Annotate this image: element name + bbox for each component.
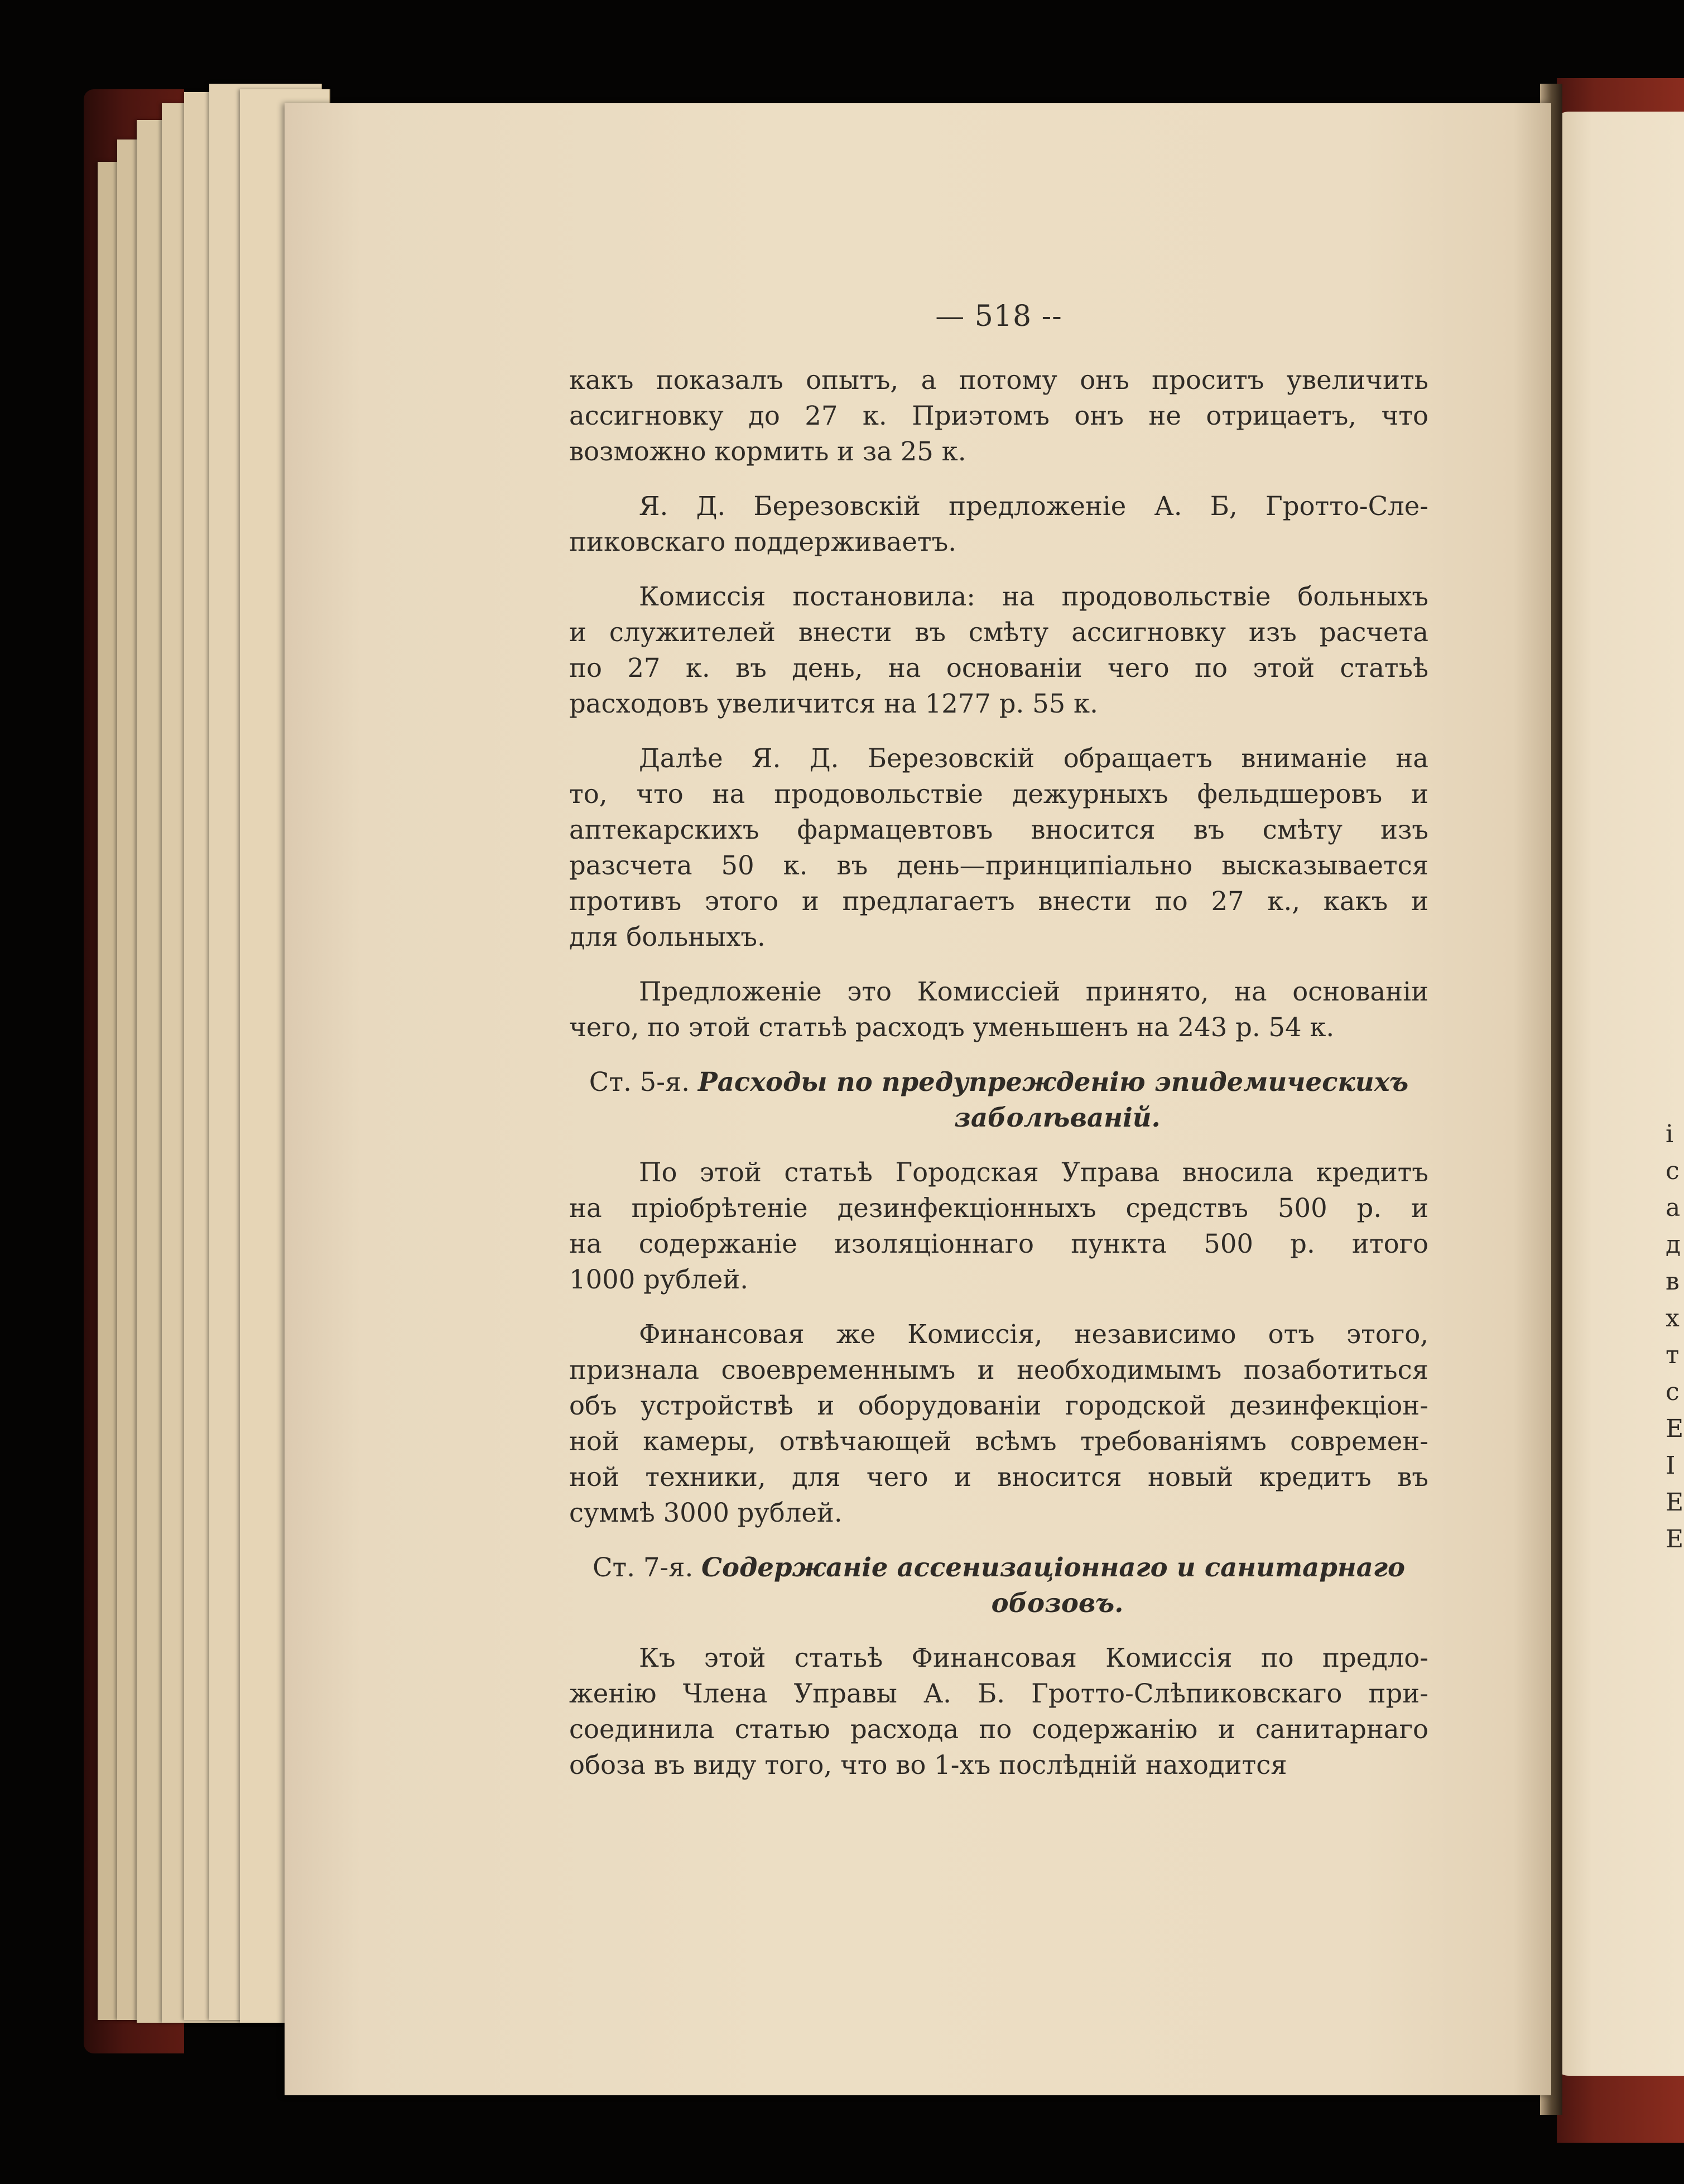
text-line: аптекарскихъ фармацевтовъ вносится въ смѣту изъ: [569, 815, 1428, 845]
paragraph: [569, 1154, 1428, 1297]
text-line: пиковскаго поддерживаетъ.: [569, 527, 957, 557]
text-line: суммѣ 3000 рублей.: [569, 1498, 843, 1528]
paragraph-group: [569, 1154, 1428, 1531]
facing-page-letter: д: [1666, 1230, 1681, 1259]
facing-page-letter: І: [1666, 1451, 1676, 1480]
facing-page-letter: т: [1666, 1341, 1680, 1369]
facing-page-letter: а: [1666, 1194, 1681, 1222]
facing-page-letter: Е: [1666, 1415, 1684, 1443]
text-line: Предложеніе это Комиссіей принято, на основаніи: [639, 976, 1428, 1007]
text-line: на содержаніе изоляціоннаго пункта 500 р. итого: [569, 1229, 1428, 1259]
paragraph: [569, 1316, 1428, 1531]
text-line: признала своевременнымъ и необходимымъ позаботиться: [569, 1355, 1428, 1385]
facing-page-letter: с: [1666, 1157, 1680, 1185]
facing-page: [1552, 112, 1684, 2076]
facing-page-letter: х: [1666, 1304, 1680, 1332]
text-line: Къ этой статьѣ Финансовая Комиссія по предло-: [639, 1643, 1428, 1673]
text-line: то, что на продовольствіе дежурныхъ фельдшеровъ и: [569, 779, 1428, 809]
text-line: расходовъ увеличится на 1277 р. 55 к.: [569, 689, 1098, 719]
text-line: По этой статьѣ Городская Управа вносила кредитъ: [639, 1157, 1428, 1187]
text-line: Финансовая же Комиссія, независимо отъ этого,: [639, 1319, 1428, 1349]
text-line: Далѣе Я. Д. Березовскій обращаетъ вниманіе на: [639, 743, 1428, 773]
facing-page-text-fragments: [1666, 1116, 1684, 1786]
text-line: Комиссія постановила: на продовольствіе больныхъ: [639, 581, 1428, 612]
text-line: разсчета 50 к. въ день—принципіально высказывается: [569, 850, 1428, 881]
text-line: ассигновку до 27 к. Приэтомъ онъ не отрицаетъ, что: [569, 401, 1428, 431]
facing-page-letter: с: [1666, 1378, 1680, 1406]
section-title: Содержаніе ассенизаціоннаго и санитарнаго: [701, 1552, 1406, 1582]
paragraph-group: [569, 362, 1428, 1045]
section-number: Ст. 5-я.: [589, 1067, 690, 1097]
text-line: возможно кормить и за 25 к.: [569, 436, 966, 466]
text-line: объ устройствѣ и оборудованіи городской дезинфекціон-: [569, 1391, 1428, 1421]
text-line: ной камеры, отвѣчающей всѣмъ требованіямъ современ-: [569, 1426, 1428, 1456]
paragraph: [569, 740, 1428, 955]
section-title-continuation: заболѣваній.: [954, 1102, 1161, 1133]
text-line: по 27 к. въ день, на основаніи чего по этой статьѣ: [569, 653, 1428, 683]
text-line: соединила статью расхода по содержанію и санитарнаго: [569, 1714, 1428, 1744]
paragraph: [569, 362, 1428, 469]
paragraph: [569, 488, 1428, 560]
section-title-continuation: обозовъ.: [991, 1588, 1124, 1618]
section-heading: [569, 1064, 1428, 1136]
text-line: чего, по этой статьѣ расходъ уменьшенъ на 243 р. 54 к.: [569, 1012, 1335, 1042]
page-text: [569, 299, 1428, 1802]
section-heading: [569, 1550, 1428, 1621]
text-line: и служителей внести въ смѣту ассигновку изъ расчета: [569, 617, 1428, 647]
facing-page-letter: Е: [1666, 1525, 1684, 1553]
paragraph: [569, 974, 1428, 1045]
text-line: противъ этого и предлагаетъ внести по 27 к., какъ и: [569, 886, 1428, 916]
text-line: для больныхъ.: [569, 922, 766, 952]
section-title: Расходы по предупрежденію эпидемическихъ: [697, 1066, 1409, 1097]
text-line: женію Члена Управы А. Б. Гротто-Слѣпиковскаго при-: [569, 1678, 1428, 1709]
paragraph: [569, 1640, 1428, 1783]
facing-page-letter: Е: [1666, 1488, 1684, 1517]
page-number: — 518 --: [935, 300, 1062, 333]
text-line: 1000 рублей.: [569, 1264, 749, 1295]
facing-page-letter: в: [1666, 1267, 1680, 1296]
paragraph: [569, 579, 1428, 721]
text-line: какъ показалъ опытъ, а потому онъ проситъ увеличить: [569, 365, 1428, 395]
paragraph-group: [569, 1640, 1428, 1783]
text-line: обоза въ виду того, что во 1-хъ послѣдній находится: [569, 1750, 1287, 1780]
text-line: Я. Д. Березовскій предложеніе А. Б, Гротто-Сле-: [639, 491, 1428, 521]
text-line: на пріобрѣтеніе дезинфекціонныхъ средствъ 500 р. и: [569, 1193, 1428, 1223]
section-number: Ст. 7-я.: [592, 1552, 694, 1582]
text-line: ной техники, для чего и вносится новый кредитъ въ: [569, 1462, 1428, 1492]
facing-page-letter: і: [1666, 1120, 1674, 1148]
